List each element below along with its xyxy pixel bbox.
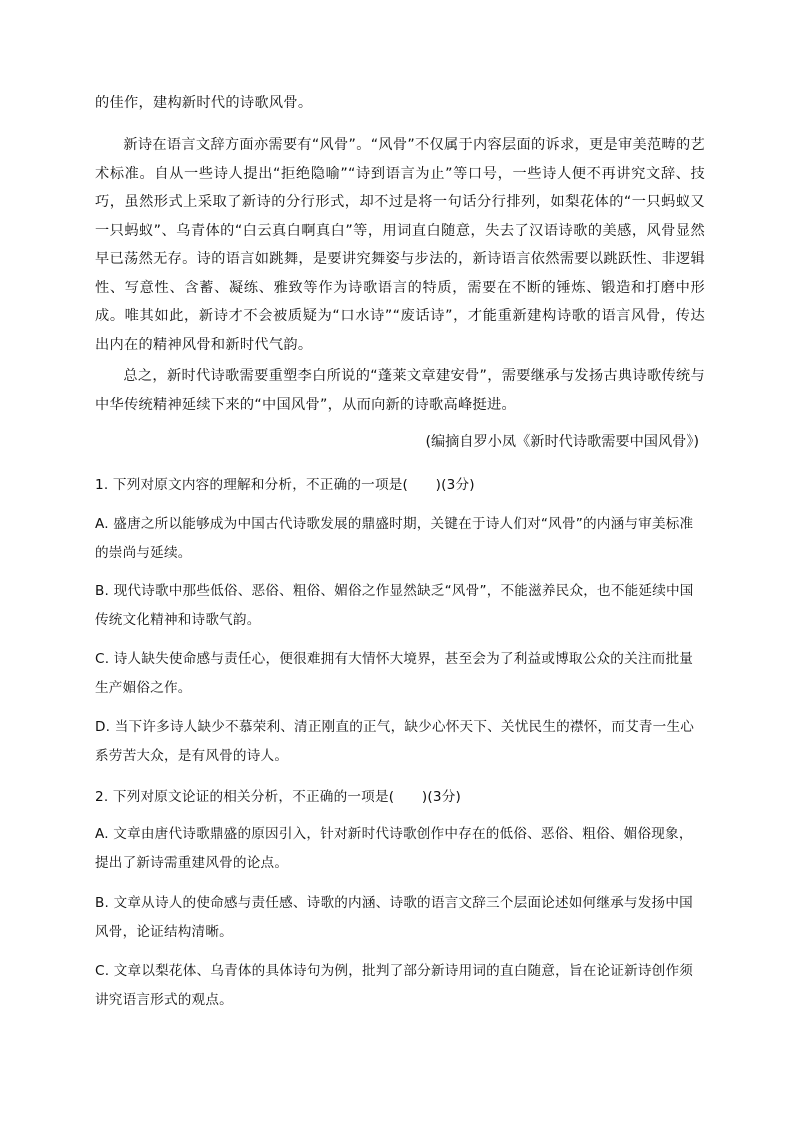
- question-1-option-b: B. 现代诗歌中那些低俗、恶俗、粗俗、媚俗之作显然缺乏“风骨”，不能滋养民众，也不能延续中国传统文化精神和诗歌气韵。: [95, 583, 694, 628]
- question-2-option-a: A. 文章由唐代诗歌鼎盛的原因引入，针对新时代诗歌创作中存在的低俗、恶俗、粗俗、媚俗现象，提出了新诗需重建风骨的论点。: [95, 826, 693, 871]
- question-1-option-d: D. 当下许多诗人缺少不慕荣利、清正刚直的正气，缺少心怀天下、关忧民生的襟怀，而艾青一生心系劳苦大众，是有风骨的诗人。: [95, 719, 695, 764]
- question-2-stem: 2. 下列对原文论证的相关分析，不正确的一项是( )(3分): [95, 789, 462, 805]
- question-2-option-b: B. 文章从诗人的使命感与责任感、诗歌的内涵、诗歌的语言文辞三个层面论述如何继承与发扬中国风骨，论证结构清晰。: [95, 895, 693, 940]
- question-2-option-c: C. 文章以梨花体、乌青体的具体诗句为例，批判了部分新诗用词的直白随意，旨在论证新诗创作须讲究语言形式的观点。: [95, 963, 694, 1008]
- passage-paragraph-conclusion: 总之，新时代诗歌需要重塑李白所说的“蓬莱文章建安骨”，需要继承与发扬古典诗歌传统与中华传统精神延续下来的“中国风骨”，从而向新的诗歌高峰挺进。: [95, 368, 705, 413]
- question-1-option-c: C. 诗人缺失使命感与责任心，便很难拥有大情怀大境界，甚至会为了利益或博取公众的关注而批量生产媚俗之作。: [95, 651, 694, 696]
- question-1-stem: 1. 下列对原文内容的理解和分析，不正确的一项是( )(3分): [95, 477, 475, 493]
- passage-source: (编摘自罗小凤《新时代诗歌需要中国风骨》): [425, 434, 699, 450]
- passage-paragraph-continuation: 的佳作，建构新时代的诗歌风骨。: [95, 95, 313, 111]
- passage-paragraph-language: 新诗在语言文辞方面亦需要有“风骨”。“风骨”不仅属于内容层面的诉求，更是审美范畴的艺术标准。自从一些诗人提出“拒绝隐喻”“诗到语言为止”等口号，一些诗人便不再讲究文辞、技巧，虽然形式上采取了新诗的分行形式，却不过是将一句话分行排列，如梨花体的“一只蚂蚁又一只蚂蚁”、乌青体的“白云真白啊真白”等，用词直白随意，失去了汉语诗歌的美感，风骨显然早已荡然无存。诗的语言如跳舞，是要讲究舞姿与步法的，新诗语言依然需要以跳跃性、非逻辑性、写意性、含蓄、凝练、雅致等作为诗歌语言的特质，需要在不断的锤炼、锻造和打磨中形成。唯其如此，新诗才不会被质疑为“口水诗”“废话诗”，才能重新建构诗歌的语言风骨，传达出内在的精神风骨和新时代气韵。: [95, 137, 705, 353]
- question-1-option-a: A. 盛唐之所以能够成为中国古代诗歌发展的鼎盛时期，关键在于诗人们对“风骨”的内涵与审美标准的崇尚与延续。: [95, 516, 694, 561]
